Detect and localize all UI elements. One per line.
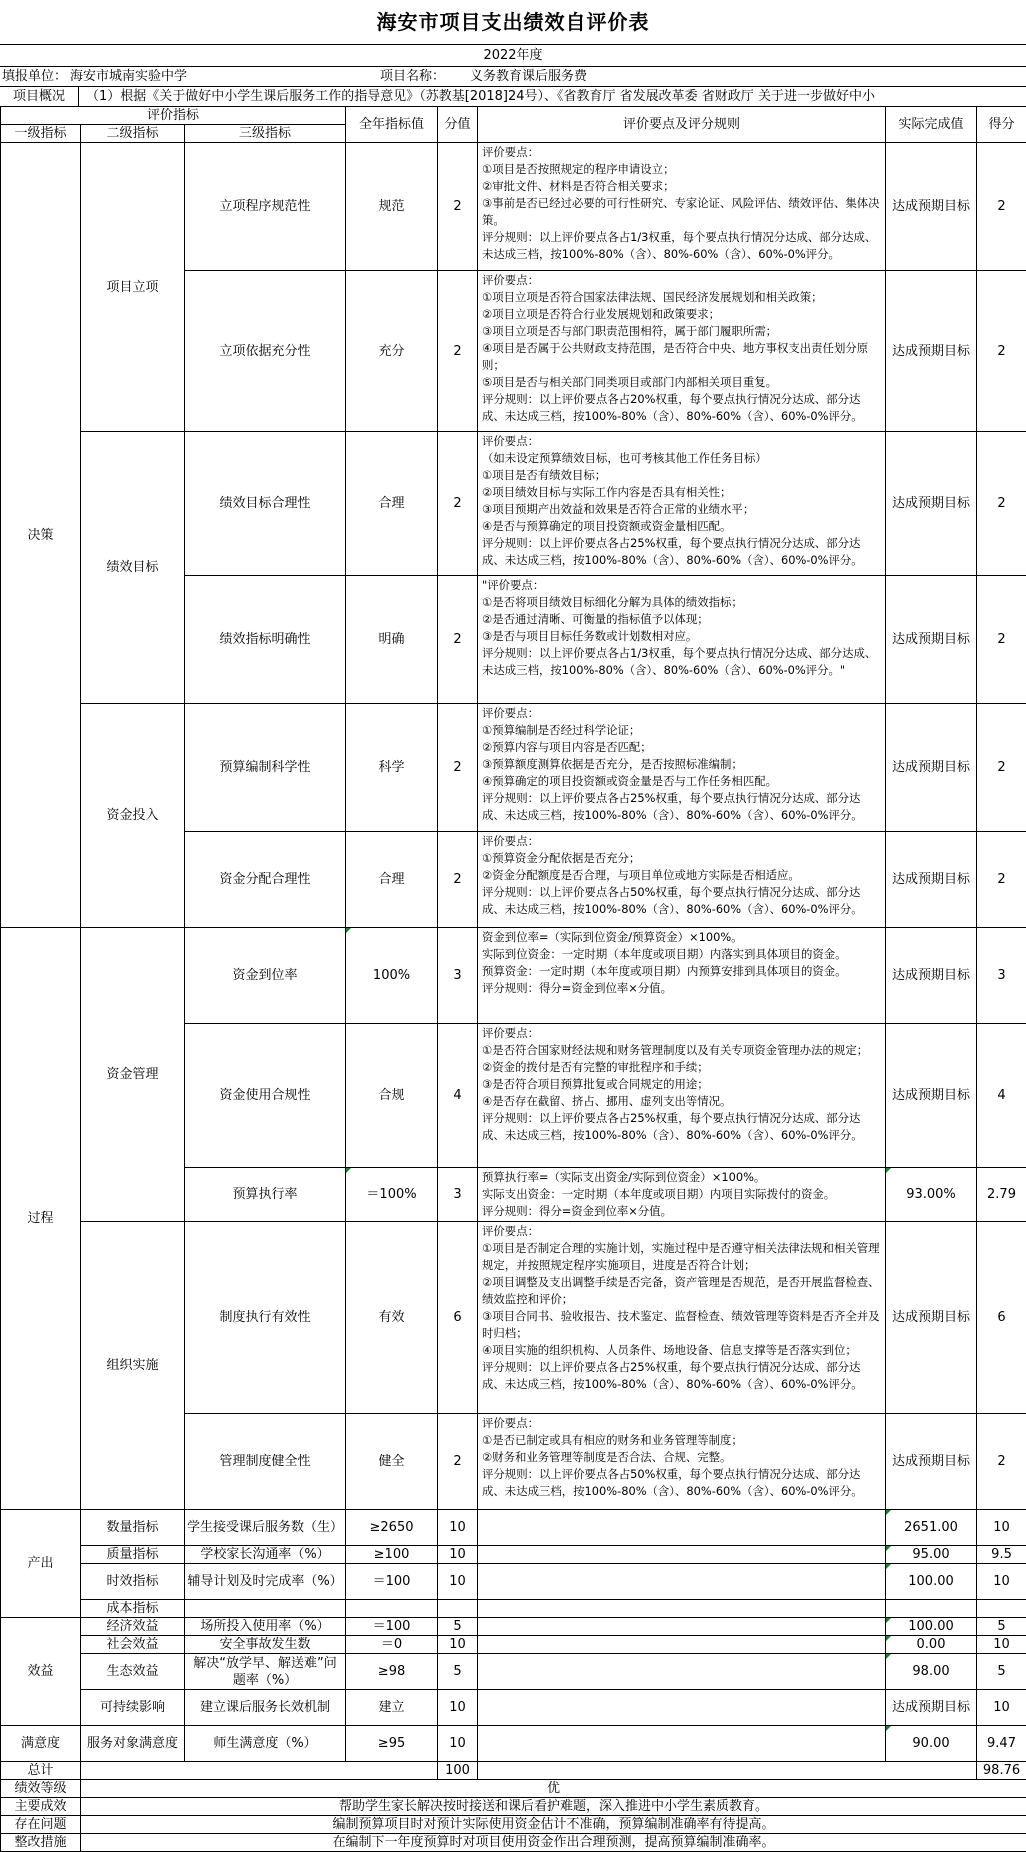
- rules-cell-empty: [478, 1546, 886, 1564]
- rules-cell: 评价要点： ①是否符合国家财经法规和财务管理制度以及有关专项资金管理办法的规定； ②资金的拨付是否有完整的审批程序和手续； ③是否符合项目预算批复或合同规定的用途； ④是否存在截留、挤占、挪用、虚列支出等情况。 评分规则：以上评价要点各占25%权重，每个要点执行情况分达成、部分达成、未达成三档，按100%-80%（含）、80%-60%（含）、60%-0%评分。: [478, 1024, 886, 1168]
- target-cell: ≥98: [346, 1654, 438, 1690]
- level2-zijin: 资金投入: [81, 704, 185, 928]
- level3-cell: 资金分配合理性: [185, 832, 346, 928]
- got-cell: 2: [977, 832, 1026, 928]
- actual-cell: 达成预期目标: [886, 1222, 977, 1414]
- target-cell: 合理: [346, 832, 438, 928]
- target-cell: 充分: [346, 271, 438, 432]
- project-label: 项目名称：: [380, 67, 445, 87]
- result-label: 主要成效: [1, 1798, 81, 1816]
- actual-cell: 达成预期目标: [886, 143, 977, 271]
- actual-cell: 达成预期目标: [886, 1690, 977, 1726]
- score-cell: 5: [438, 1654, 478, 1690]
- level2-guanli: 资金管理: [81, 928, 185, 1222]
- info-row: [0, 66, 1026, 87]
- grade-label: 绩效等级: [1, 1780, 81, 1798]
- table-row: [1, 143, 1026, 271]
- actual-cell: [886, 1600, 977, 1618]
- grade-row: [1, 1780, 1026, 1798]
- level2-lixiang: 项目立项: [81, 143, 185, 432]
- indicator-table: [0, 106, 1026, 1852]
- target-cell: 建立: [346, 1690, 438, 1726]
- got-cell: 9.5: [977, 1546, 1026, 1564]
- result-value: 帮助学生家长解决按时接送和课后看护难题，深入推进中小学生素质教育。: [81, 1798, 1026, 1816]
- target-cell: ＝100%: [346, 1168, 438, 1222]
- target-cell: ＝100: [346, 1564, 438, 1600]
- level2-zuzhi: 组织实施: [81, 1222, 185, 1510]
- got-cell: 2: [977, 1414, 1026, 1510]
- total-score: 100: [438, 1762, 478, 1780]
- level1-benefit: 效益: [1, 1618, 81, 1726]
- rules-cell-empty: [478, 1726, 886, 1762]
- got-cell: [977, 1600, 1026, 1618]
- level1-output: 产出: [1, 1510, 81, 1618]
- target-cell: 有效: [346, 1222, 438, 1414]
- level3-cell: [185, 1600, 346, 1618]
- table-row: [1, 1546, 1026, 1564]
- rules-cell: 资金到位率=（实际到位资金/预算资金）×100%。 实际到位资金：一定时期（本年度或项目期）内落实到具体项目的资金。 预算资金：一定时期（本年度或项目期）内预算安排到具体项目的资金。 评分规则：得分=资金到位率×分值。: [478, 928, 886, 1024]
- report-year: 2022年度: [0, 44, 1026, 67]
- level3-cell: 预算执行率: [185, 1168, 346, 1222]
- level1-satisfaction: 满意度: [1, 1726, 81, 1762]
- rules-cell-empty: [478, 1510, 886, 1546]
- level3-cell: 资金到位率: [185, 928, 346, 1024]
- level2-kechixu: 可持续影响: [81, 1690, 185, 1726]
- score-cell: 2: [438, 1414, 478, 1510]
- score-cell: 2: [438, 143, 478, 271]
- header-row-1: [1, 107, 1026, 125]
- actual-cell: 达成预期目标: [886, 832, 977, 928]
- header-actual: 实际完成值: [886, 107, 977, 143]
- level3-cell: 学生接受课后服务数（生）: [185, 1510, 346, 1546]
- header-got: 得分: [977, 107, 1026, 143]
- table-row: [1, 1654, 1026, 1690]
- target-cell: 健全: [346, 1414, 438, 1510]
- score-cell: 2: [438, 576, 478, 704]
- result-row: [1, 1798, 1026, 1816]
- got-cell: 2: [977, 432, 1026, 576]
- got-cell: 10: [977, 1636, 1026, 1654]
- level3-cell: 管理制度健全性: [185, 1414, 346, 1510]
- total-label: 总计: [1, 1762, 81, 1780]
- got-cell: 3: [977, 928, 1026, 1024]
- score-cell: 2: [438, 704, 478, 832]
- score-cell: 10: [438, 1690, 478, 1726]
- score-cell: 10: [438, 1546, 478, 1564]
- level1-decision: 决策: [1, 143, 81, 928]
- actual-cell: 达成预期目标: [886, 1024, 977, 1168]
- score-cell: 5: [438, 1618, 478, 1636]
- rules-cell-empty: [478, 1654, 886, 1690]
- level3-cell: 立项程序规范性: [185, 143, 346, 271]
- actual-cell: 达成预期目标: [886, 271, 977, 432]
- overview-label: 项目概况: [0, 87, 79, 107]
- level2-shengtai: 生态效益: [81, 1654, 185, 1690]
- score-cell: 10: [438, 1510, 478, 1546]
- got-cell: 10: [977, 1564, 1026, 1600]
- level3-cell: 辅导计划及时完成率（%）: [185, 1564, 346, 1600]
- level2-chengben: 成本指标: [81, 1600, 185, 1618]
- target-cell: ≥95: [346, 1726, 438, 1762]
- level2-fuwu: 服务对象满意度: [81, 1726, 185, 1762]
- header-group: 评价指标: [1, 107, 346, 125]
- target-cell: ＝100: [346, 1618, 438, 1636]
- target-cell: ＝0: [346, 1636, 438, 1654]
- project-value: 义务教育课后服务费: [470, 67, 587, 87]
- rules-cell: 评价要点： ①项目立项是否符合国家法律法规、国民经济发展规划和相关政策； ②项目立项是否符合行业发展规划和政策要求； ③项目立项是否与部门职责范围相符，属于部门履职所需； ④项目是否属于公共财政支持范围，是否符合中央、地方事权支出责任划分原则； ⑤项目是否与相关部门同类项目或部门内部相关项目重复。 评分规则：以上评价要点各占20%权重，每个要点执行情况分达成、部分达成、未达成三档，按100%-80%（含）、80%-60%（含）、60%-0%评分。: [478, 271, 886, 432]
- got-cell: 6: [977, 1222, 1026, 1414]
- score-cell: [438, 1600, 478, 1618]
- level3-cell: 师生满意度（%）: [185, 1726, 346, 1762]
- level3-cell: 绩效指标明确性: [185, 576, 346, 704]
- rules-cell-empty: [478, 1636, 886, 1654]
- got-cell: 4: [977, 1024, 1026, 1168]
- rules-cell-empty: [478, 1564, 886, 1600]
- level2-jingji: 经济效益: [81, 1618, 185, 1636]
- score-cell: 3: [438, 1168, 478, 1222]
- level3-cell: 安全事故发生数: [185, 1636, 346, 1654]
- got-cell: 2: [977, 271, 1026, 432]
- target-cell: [346, 1600, 438, 1618]
- score-cell: 10: [438, 1636, 478, 1654]
- got-cell: 10: [977, 1510, 1026, 1546]
- level3-cell: 场所投入使用率（%）: [185, 1618, 346, 1636]
- target-cell: 合理: [346, 432, 438, 576]
- table-row: [1, 1726, 1026, 1762]
- level2-shixiao: 时效指标: [81, 1564, 185, 1600]
- table-row: [1, 1564, 1026, 1600]
- table-row: [1, 1618, 1026, 1636]
- level3-cell: 立项依据充分性: [185, 271, 346, 432]
- target-cell: 明确: [346, 576, 438, 704]
- rules-cell: 评价要点： ①是否已制定或具有相应的财务和业务管理等制度； ②财务和业务管理等制度是否合法、合规、完整。 评分规则：以上评价要点各占50%权重，每个要点执行情况分达成、部分达成、未达成三档，按100%-80%（含）、80%-60%（含）、60%-0%评分。: [478, 1414, 886, 1510]
- score-cell: 2: [438, 832, 478, 928]
- rules-cell: 评价要点： ①项目是否按照规定的程序申请设立； ②审批文件、材料是否符合相关要求； ③事前是否已经过必要的可行性研究、专家论证、风险评估、绩效评估、集体决策。 评分规则：以上评价要点各占1/3权重，每个要点执行情况分达成、部分达成、未达成三档，按100%-80%（含）、80%-60%（含）、60%-0%评分。: [478, 143, 886, 271]
- rules-cell-empty: [478, 1690, 886, 1726]
- score-cell: 10: [438, 1726, 478, 1762]
- actual-cell: 达成预期目标: [886, 928, 977, 1024]
- measure-value: 在编制下一年度预算时对项目使用资金作出合理预测，提高预算编制准确率。: [81, 1834, 1026, 1852]
- header-rules: 评价要点及评分规则: [478, 107, 886, 143]
- got-cell: 10: [977, 1690, 1026, 1726]
- actual-cell: 0.00: [886, 1636, 977, 1654]
- score-cell: 3: [438, 928, 478, 1024]
- rules-cell: 评价要点： ①项目是否制定合理的实施计划，实施过程中是否遵守相关法律法规和相关管理规定，并按照规定程序实施项目，进度是否符合计划； ②项目调整及支出调整手续是否完备，资产管理是否规范，是否开展监督检查、绩效监控和评价； ③项目合同书、验收报告、技术鉴定、监督检查、绩效管理等资料是否齐全并及时归档； ④项目实施的组织机构、人员条件、场地设备、信息支撑等是否落实到位； 评分规则：以上评价要点各占25%权重，每个要点执行情况分达成、部分达成、未达成三档，按100%-80%（含）、80%-60%（含）、60%-0%评分。: [478, 1222, 886, 1414]
- level2-zhiliang: 质量指标: [81, 1546, 185, 1564]
- grade-value: 优: [81, 1780, 1026, 1798]
- rules-cell: 评价要点： ①预算资金分配依据是否充分； ②资金分配额度是否合理，与项目单位或地方实际是否相适应。 评分规则：以上评价要点各占50%权重，每个要点执行情况分达成、部分达成、未达成三档，按100%-80%（含）、80%-60%（含）、60%-0%评分。: [478, 832, 886, 928]
- level3-cell: 资金使用合规性: [185, 1024, 346, 1168]
- actual-cell: 2651.00: [886, 1510, 977, 1546]
- unit-value: 海安市城南实验中学: [70, 67, 187, 87]
- level1-process: 过程: [1, 928, 81, 1510]
- got-cell: 2: [977, 143, 1026, 271]
- score-cell: 6: [438, 1222, 478, 1414]
- target-cell: 100%: [346, 928, 438, 1024]
- got-cell: 2.79: [977, 1168, 1026, 1222]
- level2-jixiao: 绩效目标: [81, 432, 185, 704]
- issue-value: 编制预算项目时对预计实际使用资金估计不准确，预算编制准确率有待提高。: [81, 1816, 1026, 1834]
- target-cell: ≥100: [346, 1546, 438, 1564]
- page-title: 海安市项目支出绩效自评价表: [0, 0, 1026, 44]
- level3-cell: 建立课后服务长效机制: [185, 1690, 346, 1726]
- total-blank: [81, 1762, 438, 1780]
- actual-cell: 达成预期目标: [886, 432, 977, 576]
- score-cell: 10: [438, 1564, 478, 1600]
- header-l1: 一级指标: [1, 125, 81, 143]
- level3-cell: 绩效目标合理性: [185, 432, 346, 576]
- target-cell: ≥2650: [346, 1510, 438, 1546]
- total-blank-2: [478, 1762, 977, 1780]
- rules-cell: 预算执行率=（实际支出资金/实际到位资金）×100%。 实际支出资金：一定时期（本年度或项目期）内项目实际拨付的资金。 评分规则：得分=资金到位率×分值。: [478, 1168, 886, 1222]
- score-cell: 4: [438, 1024, 478, 1168]
- table-row: [1, 928, 1026, 1024]
- table-row: [1, 1636, 1026, 1654]
- table-row: [1, 432, 1026, 576]
- measure-row: [1, 1834, 1026, 1852]
- overview-text: （1）根据《关于做好中小学生课后服务工作的指导意见》（苏教基[2018]24号）、《省教育厅 省发展改革委 省财政厅 关于进一步做好中小: [86, 87, 875, 107]
- actual-cell: 93.00%: [886, 1168, 977, 1222]
- actual-cell: 达成预期目标: [886, 704, 977, 832]
- table-row: [1, 1222, 1026, 1414]
- rules-cell: 评价要点： ①预算编制是否经过科学论证； ②预算内容与项目内容是否匹配； ③预算额度测算依据是否充分，是否按照标准编制； ④预算确定的项目投资额或资金量是否与工作任务相匹配。 评分规则：以上评价要点各占25%权重，每个要点执行情况分达成、部分达成、未达成三档，按100%-80%（含）、80%-60%（含）、60%-0%评分。: [478, 704, 886, 832]
- issue-label: 存在问题: [1, 1816, 81, 1834]
- rules-cell: "评价要点： ①是否将项目绩效目标细化分解为具体的绩效指标； ②是否通过清晰、可衡量的指标值予以体现； ③是否与项目目标任务数或计划数相对应。 评分规则：以上评价要点各占1/3权重，每个要点执行情况分达成、部分达成、未达成三档，按100%-80%（含）、80%-60%（含）、60%-0%评分。": [478, 576, 886, 704]
- header-score: 分值: [438, 107, 478, 143]
- got-cell: 2: [977, 704, 1026, 832]
- rules-cell-empty: [478, 1618, 886, 1636]
- header-target: 全年指标值: [346, 107, 438, 143]
- actual-cell: 达成预期目标: [886, 576, 977, 704]
- target-cell: 科学: [346, 704, 438, 832]
- got-cell: 9.47: [977, 1726, 1026, 1762]
- rules-cell: 评价要点： （如未设定预算绩效目标，也可考核其他工作任务目标） ①项目是否有绩效目标； ②项目绩效目标与实际工作内容是否具有相关性； ③项目预期产出效益和效果是否符合正常的业绩水平； ④是否与预算确定的项目投资额或资金量相匹配。 评分规则：以上评价要点各占25%权重，每个要点执行情况分达成、部分达成、未达成三档，按100%-80%（含）、80%-60%（含）、60%-0%评分。: [478, 432, 886, 576]
- header-l2: 二级指标: [81, 125, 185, 143]
- level2-shuliang: 数量指标: [81, 1510, 185, 1546]
- actual-cell: 90.00: [886, 1726, 977, 1762]
- target-cell: 规范: [346, 143, 438, 271]
- total-row: [1, 1762, 1026, 1780]
- table-row: [1, 1600, 1026, 1618]
- measure-label: 整改措施: [1, 1834, 81, 1852]
- actual-cell: 100.00: [886, 1618, 977, 1636]
- target-cell: 合规: [346, 1024, 438, 1168]
- table-row: [1, 1510, 1026, 1546]
- unit-label: 填报单位：: [2, 67, 67, 87]
- level2-shehui: 社会效益: [81, 1636, 185, 1654]
- table-row: [1, 704, 1026, 832]
- actual-cell: 98.00: [886, 1654, 977, 1690]
- header-l3: 三级指标: [185, 125, 346, 143]
- rules-cell-empty: [478, 1600, 886, 1618]
- level3-cell: 制度执行有效性: [185, 1222, 346, 1414]
- actual-cell: 95.00: [886, 1546, 977, 1564]
- issue-row: [1, 1816, 1026, 1834]
- score-cell: 2: [438, 432, 478, 576]
- got-cell: 2: [977, 576, 1026, 704]
- level3-cell: 预算编制科学性: [185, 704, 346, 832]
- level3-cell: 解决“放学早、解送难”问题率（%）: [185, 1654, 346, 1690]
- actual-cell: 达成预期目标: [886, 1414, 977, 1510]
- total-got: 98.76: [977, 1762, 1026, 1780]
- actual-cell: 100.00: [886, 1564, 977, 1600]
- score-cell: 2: [438, 271, 478, 432]
- table-row: [1, 1690, 1026, 1726]
- got-cell: 5: [977, 1654, 1026, 1690]
- level3-cell: 学校家长沟通率（%）: [185, 1546, 346, 1564]
- got-cell: 5: [977, 1618, 1026, 1636]
- overview-row: [0, 86, 1026, 107]
